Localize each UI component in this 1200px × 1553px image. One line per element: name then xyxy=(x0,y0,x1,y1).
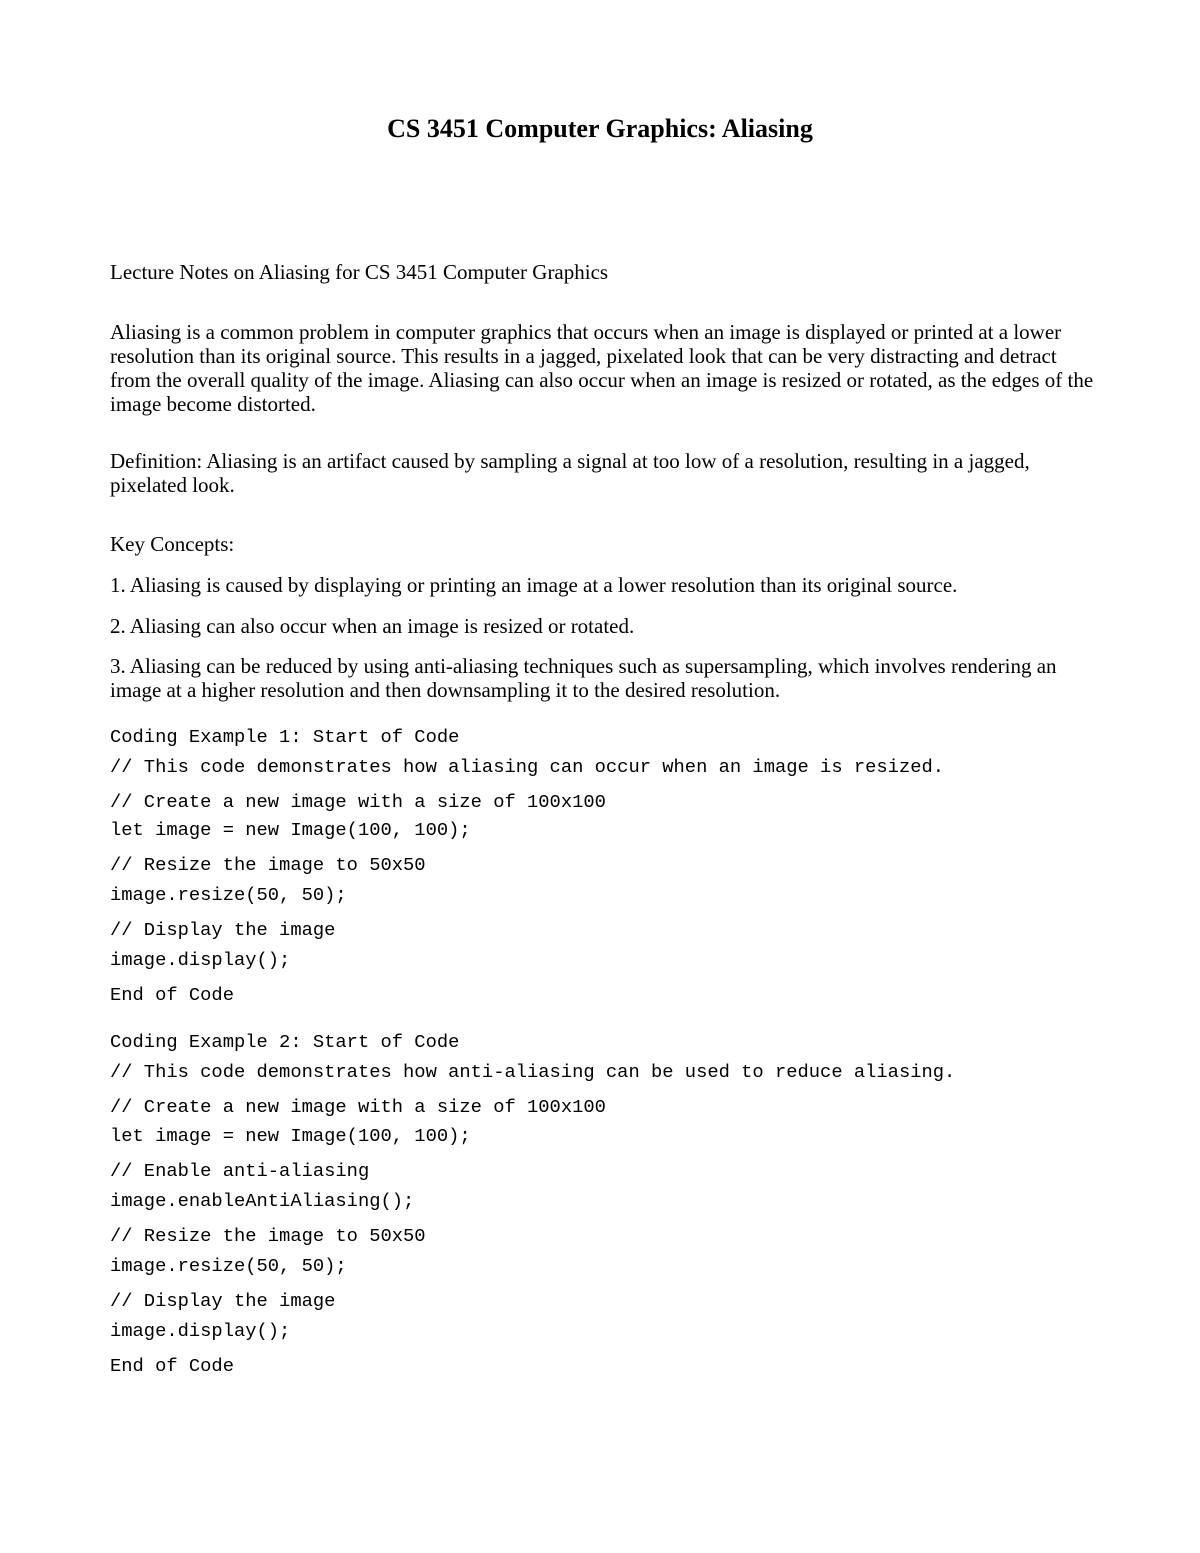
document-subtitle: Lecture Notes on Aliasing for CS 3451 Computer Graphics xyxy=(110,260,609,284)
code-line: image.display(); xyxy=(110,1320,291,1342)
definition-paragraph: Definition: Aliasing is an artifact caused by sampling a signal at too low of a resolution, resulting in a jagged, pixelated look. xyxy=(110,449,1030,497)
code-line: // Resize the image to 50x50 xyxy=(110,854,426,876)
code-example-2-end: End of Code xyxy=(110,1355,234,1377)
code-line: image.resize(50, 50); xyxy=(110,884,347,906)
code-line: // Enable anti-aliasing xyxy=(110,1160,370,1182)
code-line: image.resize(50, 50); xyxy=(110,1255,347,1277)
code-line: // Create a new image with a size of 100x100 xyxy=(110,791,606,813)
concept-item-3: 3. Aliasing can be reduced by using anti-aliasing techniques such as supersampling, which involves rendering an image at a higher resolution and then downsampling it to the desired resolution. xyxy=(110,654,1057,702)
intro-paragraph: Aliasing is a common problem in computer graphics that occurs when an image is displayed or printed at a lower resolution than its original source. This results in a jagged, pixelated look that can be very distracting and detract from the overall quality of the image. Aliasing can also occur when an image is resized or rotated, as the edges of the image become distorted. xyxy=(110,320,1094,416)
code-line: image.display(); xyxy=(110,949,291,971)
code-line: let image = new Image(100, 100); xyxy=(110,1125,471,1147)
code-example-2-heading: Coding Example 2: Start of Code xyxy=(110,1031,460,1053)
code-line: // Create a new image with a size of 100x100 xyxy=(110,1096,606,1118)
code-line: // This code demonstrates how anti-aliasing can be used to reduce aliasing. xyxy=(110,1061,956,1083)
concept-item-2: 2. Aliasing can also occur when an image is resized or rotated. xyxy=(110,614,635,638)
code-line: // Display the image xyxy=(110,919,336,941)
code-line: image.enableAntiAliasing(); xyxy=(110,1190,415,1212)
document-title: CS 3451 Computer Graphics: Aliasing xyxy=(387,114,813,143)
code-line: // This code demonstrates how aliasing can occur when an image is resized. xyxy=(110,756,945,778)
code-line: // Resize the image to 50x50 xyxy=(110,1225,426,1247)
code-example-1-end: End of Code xyxy=(110,984,234,1006)
key-concepts-heading: Key Concepts: xyxy=(110,532,235,556)
code-example-1-heading: Coding Example 1: Start of Code xyxy=(110,726,460,748)
code-line: // Display the image xyxy=(110,1290,336,1312)
concept-item-1: 1. Aliasing is caused by displaying or printing an image at a lower resolution than its original source. xyxy=(110,573,958,597)
code-line: let image = new Image(100, 100); xyxy=(110,819,471,841)
